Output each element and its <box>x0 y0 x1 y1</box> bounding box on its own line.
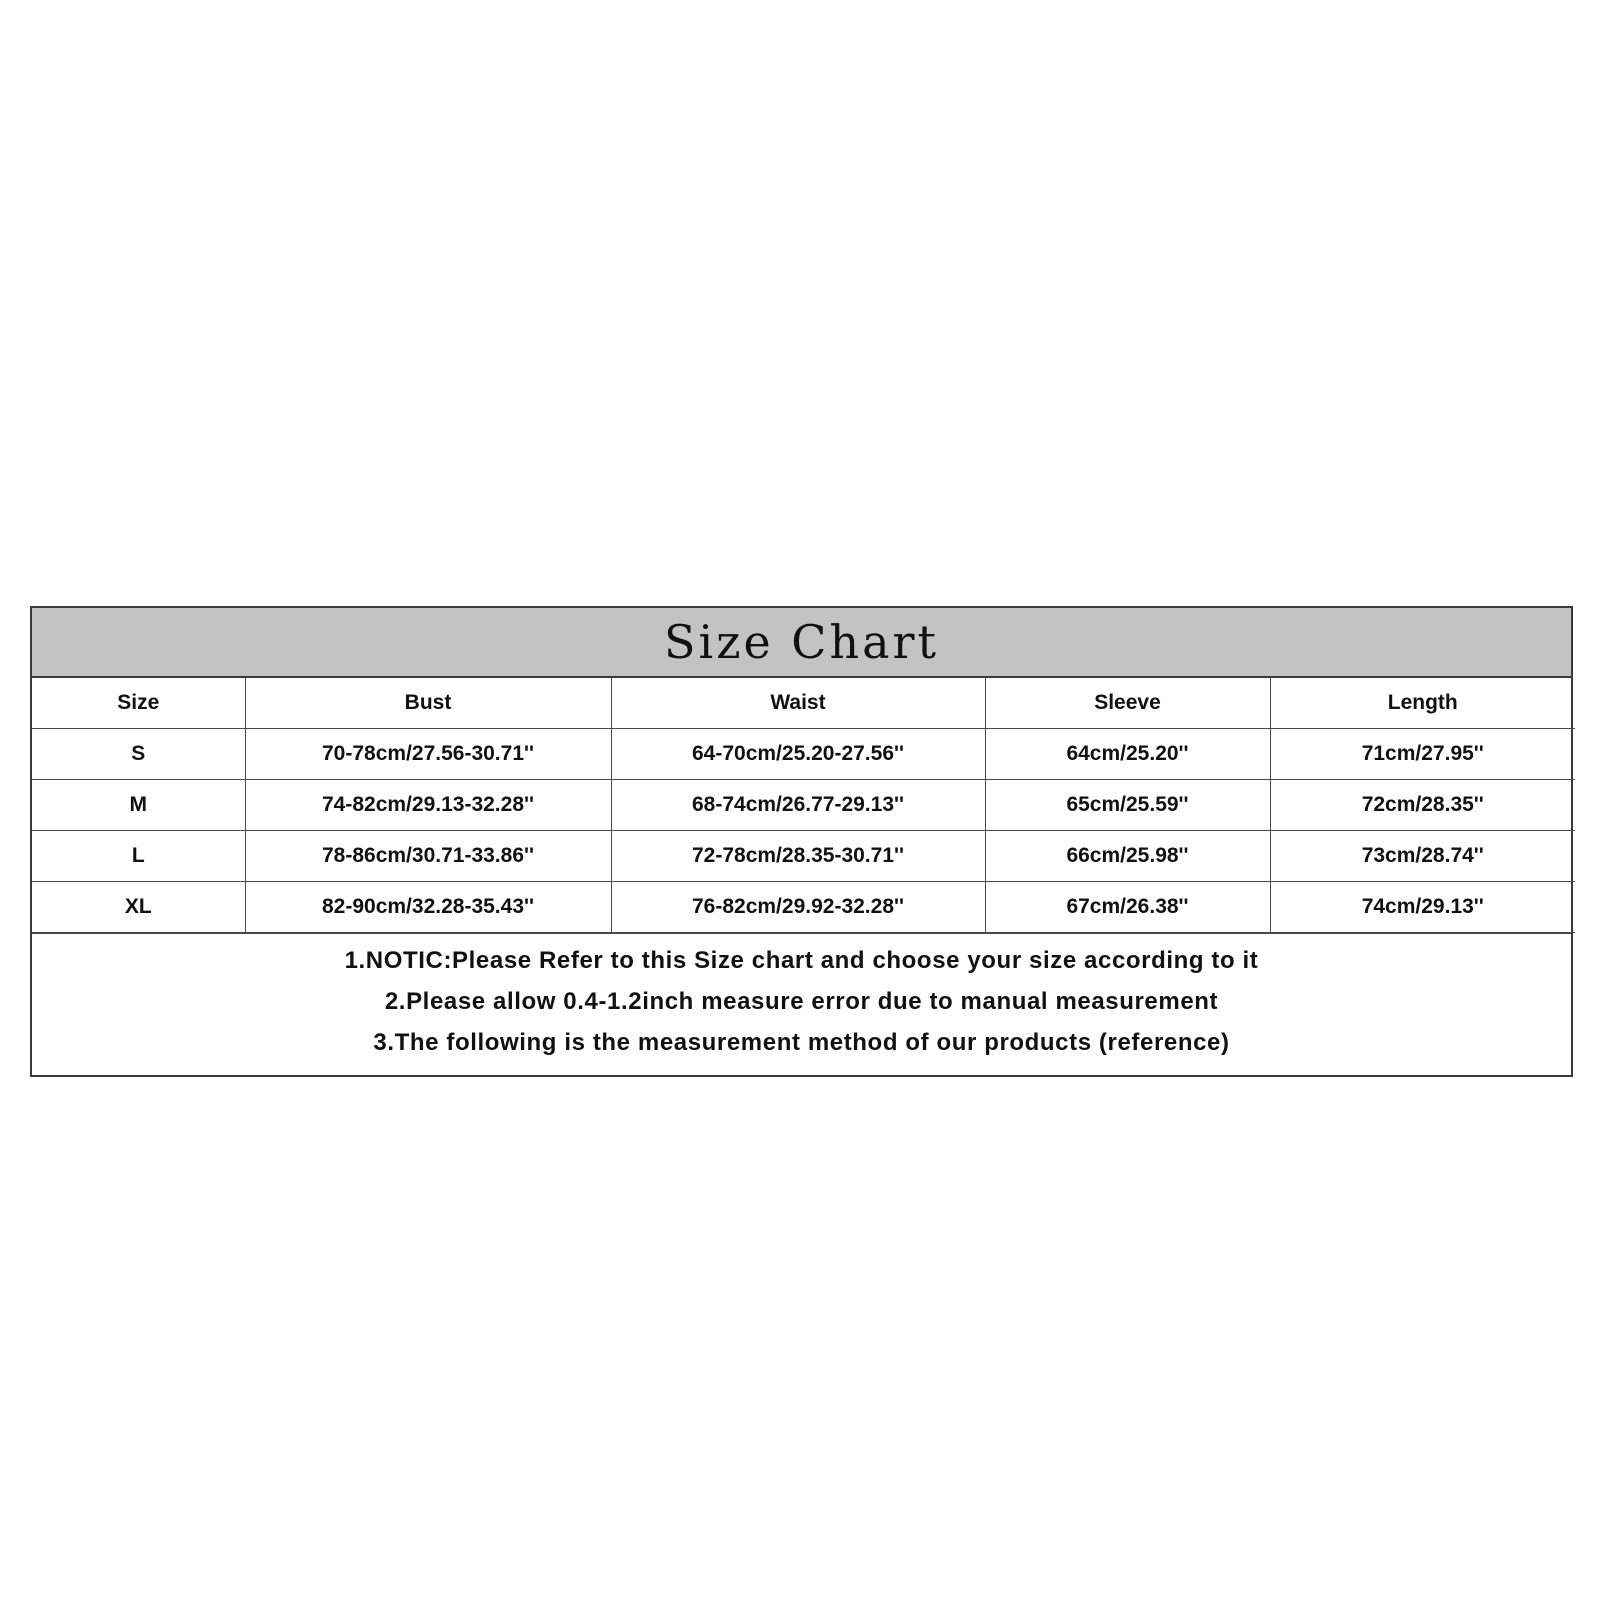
table-row <box>32 780 1575 831</box>
cell-sleeve: 67cm/26.38'' <box>985 882 1270 933</box>
cell-waist: 64-70cm/25.20-27.56'' <box>611 729 985 780</box>
cell-length: 74cm/29.13'' <box>1270 882 1575 933</box>
cell-waist: 72-78cm/28.35-30.71'' <box>611 831 985 882</box>
cell-size: XL <box>32 882 245 933</box>
cell-length: 71cm/27.95'' <box>1270 729 1575 780</box>
header-length: Length <box>1270 678 1575 729</box>
header-bust: Bust <box>245 678 611 729</box>
note-line-2: 2.Please allow 0.4-1.2inch measure error due to manual measurement <box>384 988 1219 1015</box>
cell-sleeve: 65cm/25.59'' <box>985 780 1270 831</box>
cell-length: 73cm/28.74'' <box>1270 831 1575 882</box>
size-chart-title-bar <box>32 608 1571 678</box>
cell-sleeve: 64cm/25.20'' <box>985 729 1270 780</box>
table-row <box>32 882 1575 933</box>
header-sleeve: Sleeve <box>985 678 1270 729</box>
cell-bust: 74-82cm/29.13-32.28'' <box>245 780 611 831</box>
cell-bust: 82-90cm/32.28-35.43'' <box>245 882 611 933</box>
table-row <box>32 831 1575 882</box>
cell-waist: 76-82cm/29.92-32.28'' <box>611 882 985 933</box>
size-chart <box>30 606 1573 1077</box>
cell-size: M <box>32 780 245 831</box>
size-notes <box>32 933 1571 1075</box>
table-row <box>32 729 1575 780</box>
note-line-3: 3.The following is the measurement method of our products (reference) <box>373 1029 1230 1056</box>
cell-size: L <box>32 831 245 882</box>
header-waist: Waist <box>611 678 985 729</box>
cell-bust: 78-86cm/30.71-33.86'' <box>245 831 611 882</box>
size-table <box>32 678 1575 933</box>
cell-waist: 68-74cm/26.77-29.13'' <box>611 780 985 831</box>
size-chart-title: Size Chart <box>663 615 940 669</box>
cell-sleeve: 66cm/25.98'' <box>985 831 1270 882</box>
note-line-1: 1.NOTIC:Please Refer to this Size chart and choose your size according to it <box>344 947 1259 974</box>
cell-bust: 70-78cm/27.56-30.71'' <box>245 729 611 780</box>
cell-length: 72cm/28.35'' <box>1270 780 1575 831</box>
header-size: Size <box>32 678 245 729</box>
cell-size: S <box>32 729 245 780</box>
table-header-row <box>32 678 1575 729</box>
